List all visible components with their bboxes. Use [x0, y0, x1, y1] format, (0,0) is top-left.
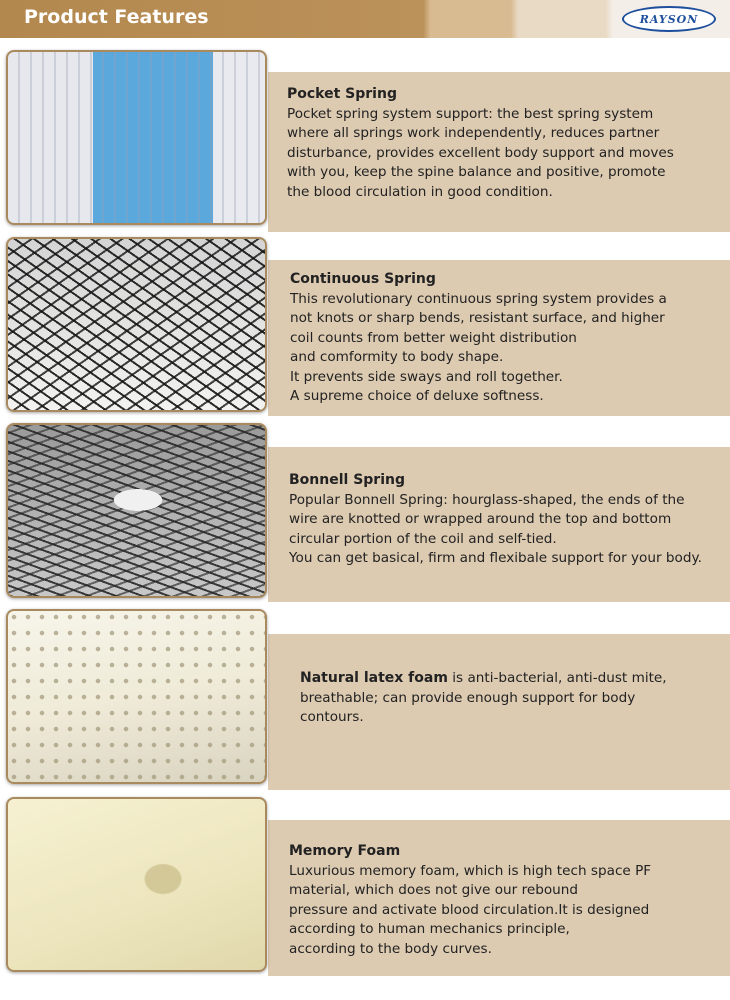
latex-foam-photo: [6, 609, 267, 784]
feature-first-line: [300, 669, 667, 689]
feature-title: Natural latex foam: [300, 670, 448, 686]
memory-foam-photo: [6, 797, 267, 972]
feature-line: This revolutionary continuous spring system provides a: [290, 290, 667, 307]
feature-line: breathable; can provide enough support for body: [300, 689, 636, 706]
feature-line: You can get basical, firm and flexibale support for your body.: [289, 550, 702, 566]
feature-line: disturbance, provides excellent body support and moves: [287, 144, 674, 161]
feature-line: Pocket spring system support: the best spring system: [287, 105, 654, 122]
feature-line: not knots or sharp bends, resistant surface, and higher: [290, 310, 665, 326]
feature-line: coil counts from better weight distribution: [290, 329, 577, 346]
feature-line: wire are knotted or wrapped around the top and bottom: [289, 511, 672, 527]
feature-text-bonnell-spring: [289, 471, 702, 569]
feature-title-suffix: is anti-bacterial, anti-dust mite,: [447, 670, 667, 686]
feature-line: contours.: [300, 709, 364, 725]
feature-title: Pocket Spring: [287, 86, 397, 102]
feature-line: material, which does not give our rebound: [289, 882, 579, 898]
feature-line: and comformity to body shape.: [290, 349, 504, 365]
feature-line: It prevents side sways and roll together.: [290, 368, 563, 385]
feature-line: A supreme choice of deluxe softness.: [290, 388, 544, 404]
brand-logo: RAYSON: [622, 6, 716, 32]
feature-title: Continuous Spring: [290, 271, 436, 287]
feature-text-continuous-spring: [290, 270, 667, 407]
feature-line: according to human mechanics principle,: [289, 921, 570, 937]
feature-line: pressure and activate blood circulation.It is designed: [289, 901, 650, 918]
header-bar: [0, 0, 730, 38]
feature-title: Bonnell Spring: [289, 472, 405, 488]
feature-line: with you, keep the spine balance and positive, promote: [287, 164, 666, 180]
bonnell-spring-photo: [6, 423, 267, 598]
feature-line: where all springs work independently, reduces partner: [287, 125, 660, 141]
feature-title: Memory Foam: [289, 843, 401, 859]
feature-line: the blood circulation in good condition.: [287, 183, 553, 200]
feature-text-memory-foam: [289, 842, 651, 959]
feature-text-latex-foam: [300, 669, 667, 728]
feature-line: Popular Bonnell Spring: hourglass-shaped, the ends of the: [289, 491, 685, 508]
feature-line: circular portion of the coil and self-tied.: [289, 530, 557, 547]
feature-text-pocket-spring: [287, 85, 674, 202]
pocket-spring-photo: [6, 50, 267, 225]
feature-line: Luxurious memory foam, which is high tech space PF: [289, 862, 652, 879]
continuous-spring-photo: [6, 237, 267, 412]
page-title: Product Features: [24, 6, 209, 28]
feature-line: according to the body curves.: [289, 940, 492, 957]
